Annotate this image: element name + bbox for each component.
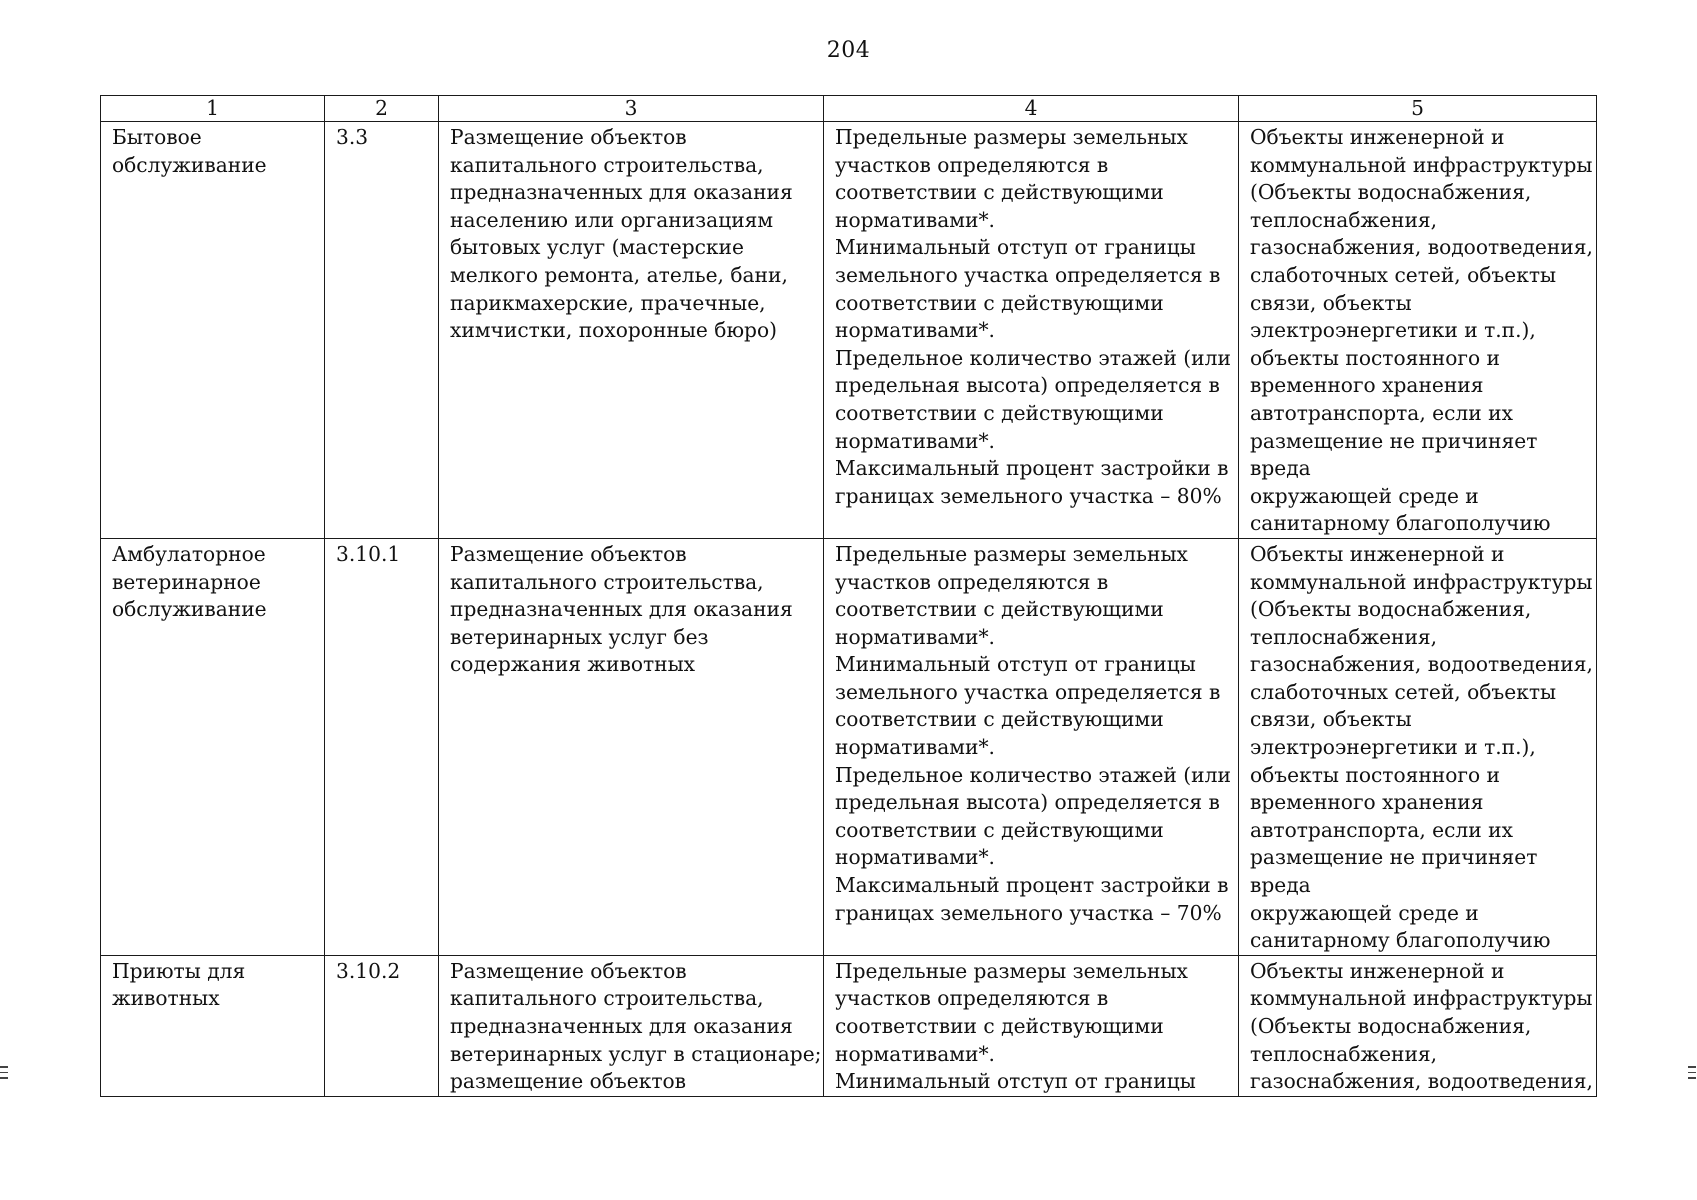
auxiliary-uses-cell: Объекты инженерной и коммунальной инфраструктуры (Объекты водоснабжения, теплоснабжения, газоснабжения, водоотведения, слаботочных сетей, объекты связи, объекты электроэнергетики и т.п.), объекты постоянного и временного хранения автотранспорта, если их размещение не причиняет вреда окружающей среде и санитарному благополучию bbox=[1239, 538, 1597, 955]
use-name-cell: Амбулаторное ветеринарное обслуживание bbox=[101, 538, 325, 955]
land-use-table bbox=[100, 95, 1597, 1097]
header-cell-1: 1 bbox=[101, 96, 325, 122]
use-code-cell: 3.10.1 bbox=[325, 538, 439, 955]
use-description-cell: Размещение объектов капитального строительства, предназначенных для оказания ветеринарных услуг без содержания животных bbox=[439, 538, 824, 955]
table-row bbox=[101, 122, 1597, 539]
parameters-cell: Предельные размеры земельных участков определяются в соответствии с действующими нормативами*. Минимальный отступ от границы земельного участка определяется в соответствии с действующими нормативами*. Предельное количество этажей (или предельная высота) определяется в соответствии с действующими нормативами*. Максимальный процент застройки в границах земельного участка – 70% bbox=[824, 538, 1239, 955]
use-name-cell: Бытовое обслуживание bbox=[101, 122, 325, 539]
parameters-cell: Предельные размеры земельных участков определяются в соответствии с действующими нормативами*. Минимальный отступ от границы bbox=[824, 955, 1239, 1096]
use-description-cell: Размещение объектов капитального строительства, предназначенных для оказания ветеринарных услуг в стационаре; размещение объектов bbox=[439, 955, 824, 1096]
header-cell-5: 5 bbox=[1239, 96, 1597, 122]
use-code-cell: 3.3 bbox=[325, 122, 439, 539]
header-cell-4: 4 bbox=[824, 96, 1239, 122]
scan-edge-mark-right bbox=[1688, 1066, 1697, 1082]
header-cell-2: 2 bbox=[325, 96, 439, 122]
table-header-row bbox=[101, 96, 1597, 122]
parameters-cell: Предельные размеры земельных участков определяются в соответствии с действующими нормативами*. Минимальный отступ от границы земельного участка определяется в соответствии с действующими нормативами*. Предельное количество этажей (или предельная высота) определяется в соответствии с действующими нормативами*. Максимальный процент застройки в границах земельного участка – 80% bbox=[824, 122, 1239, 539]
use-name-cell: Приюты для животных bbox=[101, 955, 325, 1096]
auxiliary-uses-cell: Объекты инженерной и коммунальной инфраструктуры (Объекты водоснабжения, теплоснабжения, газоснабжения, водоотведения, bbox=[1239, 955, 1597, 1096]
table-row bbox=[101, 538, 1597, 955]
scan-edge-mark-left bbox=[0, 1066, 9, 1082]
header-cell-3: 3 bbox=[439, 96, 824, 122]
table-row bbox=[101, 955, 1597, 1096]
page-number: 204 bbox=[826, 38, 871, 63]
auxiliary-uses-cell: Объекты инженерной и коммунальной инфраструктуры (Объекты водоснабжения, теплоснабжения, газоснабжения, водоотведения, слаботочных сетей, объекты связи, объекты электроэнергетики и т.п.), объекты постоянного и временного хранения автотранспорта, если их размещение не причиняет вреда окружающей среде и санитарному благополучию bbox=[1239, 122, 1597, 539]
use-description-cell: Размещение объектов капитального строительства, предназначенных для оказания населению или организациям бытовых услуг (мастерские мелкого ремонта, ателье, бани, парикмахерские, прачечные, химчистки, похоронные бюро) bbox=[439, 122, 824, 539]
use-code-cell: 3.10.2 bbox=[325, 955, 439, 1096]
